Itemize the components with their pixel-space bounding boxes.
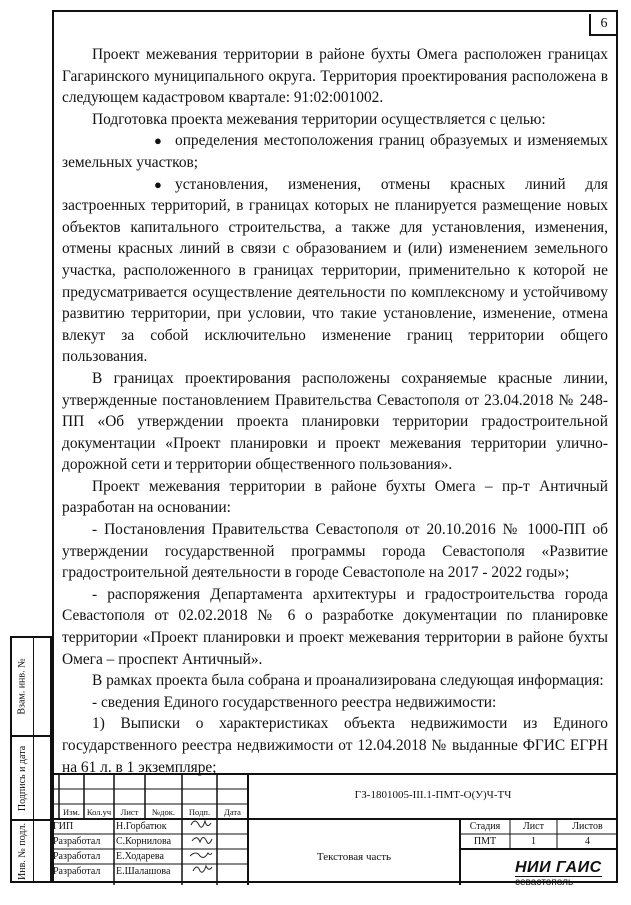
side-label-vzam: Взам. инв. № [17,658,29,715]
role-developer: Разработал [53,851,101,862]
bullet-icon: ● [154,133,162,149]
paragraph: 1) Выписки о характеристиках объекта недвижимости из Единого государственного реестра недвижимости от 12.04.2018 № выданные ФГИС ЕГРН на 61 л. в 1 экземпляре; [62,715,608,776]
stage-value: ПМТ [473,836,497,847]
side-stamp-podpis [10,735,52,821]
sheet-label: Лист [523,821,544,832]
role-developer: Разработал [53,866,101,877]
role-gip: ГИП [53,821,74,832]
sheets-value: 4 [585,836,590,847]
bullet-item [62,174,608,368]
header-list: Лист [120,807,139,817]
paragraph: Проект межевания территории в районе бухты Омега расположен границах Гагаринского муниципального округа. Территория проектирования расположена в следующем кадастровом квартале: 91:02:001002. [62,46,608,107]
bullet-text: определения местоположения границ образуемых и изменяемых земельных участков; [62,132,608,171]
paragraph: В границах проектирования расположены сохраняемые красные линии, утвержденные постановлением Правительства Севастополя от 23.04.2018 № 248-ПП «Об утверждении проекта планировки территории градостроительной документации «Проект планировки и проект межевания территории улично-дорожной сети и территории общественного пользования». [62,369,608,474]
signature-icon [190,853,212,857]
header-izm: Изм. [63,807,80,817]
paragraph: - сведения Единого государственного реестра недвижимости: [92,693,497,711]
signature-icon [191,821,211,827]
paragraph: - Постановления Правительства Севастополя от 20.10.2016 № 1000-ПП об утверждении государственной программы города Севастополя «Развитие градостроительной деятельности в городе Севастополе на 2017 - 2022 годы»; [62,521,608,582]
signature-icon [193,866,212,872]
paragraph: В рамках проекта была собрана и проанализирована следующая информация: [92,672,604,690]
name-developer: Е.Ходарева [116,851,164,862]
bullet-item [62,130,608,173]
name-gip: Н.Горбатюк [116,821,167,832]
document-code: ГЗ-1801005-III.1-ПМТ-О(У)Ч-ТЧ [354,789,512,801]
header-ndok: №док. [152,807,175,817]
name-developer: Е.Шалашова [116,866,171,877]
sheet-value: 1 [531,836,536,847]
bullet-icon: ● [154,176,162,192]
logo-main: НИИ ГАИС [515,859,602,876]
sheets-label: Листов [572,821,603,832]
side-label-podpis: Подпись и дата [17,745,28,811]
header-podp: Подп. [188,807,211,817]
name-developer: С.Корнилова [116,836,172,847]
paragraph: - распоряжения Департамента архитектуры и градостроительства города Севастополя от 02.02.2018 № 6 о разработке документации по планировке территории «Проект планировки и проект межевания территории в районе бухты Омега – проспект Античный». [62,585,608,668]
side-stamp-vzam [10,636,52,737]
bullet-text: установления, изменения, отмены красных линий для застроенных территорий, в границах которых не планируется размещение новых объектов капитального строительства, а также для установления, изменения, отмены красных линий в связи с образованием и (или) изменением земельного участка, расположенного в границах территории, применительно к которой не предусматривается осуществление деятельности по комплексному и устойчивому развитию территории, при условии, что такие установление, изменение, отмена влекут за собой исключительно изменение границ территории общего пользования. [62,175,608,366]
header-kol: Кол.уч [86,807,112,817]
company-logo [515,860,602,888]
header-date: Дата [224,807,241,817]
paragraph: Подготовка проекта межевания территории осуществляется с целью: [92,110,546,128]
side-label-inv: Инв. № подл. [17,822,29,880]
signature-icon [192,838,212,844]
document-body [62,44,608,778]
paragraph: Проект межевания территории в районе бухты Омега – пр-т Античный разработан на основании: [62,477,608,517]
page-number: 6 [589,14,617,36]
side-stamp-inv [10,819,52,883]
logo-sub: севастополь [515,876,602,888]
document-section-title: Текстовая часть [316,851,392,863]
role-developer: Разработал [53,836,101,847]
stage-label: Стадия [469,821,501,832]
